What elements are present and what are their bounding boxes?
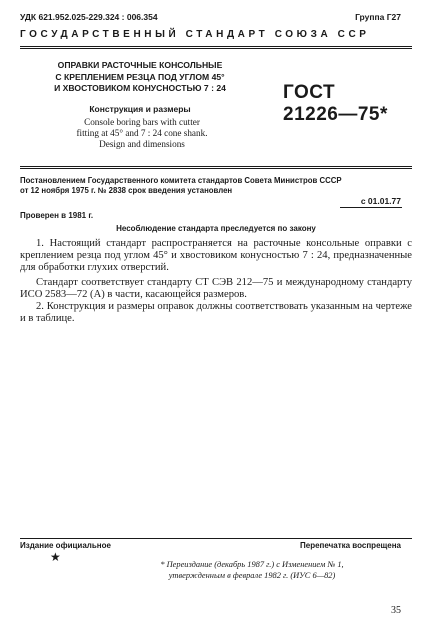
reissue-note — [92, 560, 412, 581]
standard-title — [30, 60, 250, 95]
checked-year: Проверен в 1981 г. — [20, 211, 94, 220]
udk-code: УДК 621.952.025-229.324 : 006.354 — [20, 12, 158, 22]
header-rule — [20, 46, 412, 49]
effective-date-underline — [340, 207, 402, 208]
decree-text — [20, 176, 412, 196]
reissue-note-line-1: * Переиздание (декабрь 1987 г.) с Изменением № 1, — [160, 560, 344, 569]
paragraph-2: Стандарт соответствует стандарту СТ СЭВ 212—75 и международному стандарту ИСО 2583—72 (А) в части, касающейся размеров. — [20, 277, 412, 300]
title-line-1: ОПРАВКИ РАСТОЧНЫЕ КОНСОЛЬНЫЕ — [57, 60, 223, 70]
group-code: Группа Г27 — [355, 12, 401, 22]
star-icon: ★ — [50, 550, 61, 564]
english-title-line-1: Console boring bars with cutter — [84, 117, 200, 127]
gost-label: ГОСТ — [283, 82, 336, 103]
english-title-line-3: Design and dimensions — [99, 138, 185, 149]
title-line-3: И ХВОСТОВИКОМ КОНУСНОСТЬЮ 7 : 24 — [54, 83, 226, 93]
paragraph-1: 1. Настоящий стандарт распространяется на расточные консольные оправки с креплением резца под углом 45° и хвостовиком конусностью 7 : 24, предназначенные для обработки глухих отверстий. — [20, 238, 412, 273]
body-text — [20, 238, 412, 325]
official-edition: Издание официальное — [20, 541, 111, 550]
gost-designation — [283, 82, 388, 126]
english-title-line-2: fitting at 45° and 7 : 24 cone shank. — [76, 127, 208, 138]
decree-line-1: Постановлением Государственного комитета стандартов Совета Министров СССР — [20, 176, 342, 185]
footer-rule — [20, 538, 412, 539]
english-title — [42, 117, 242, 149]
state-standard-header: ГОСУДАРСТВЕННЫЙ СТАНДАРТ СОЮЗА ССР — [20, 29, 370, 40]
title-rule — [20, 166, 412, 169]
effective-date: с 01.01.77 — [360, 196, 401, 206]
page-number: 35 — [391, 605, 401, 616]
title-line-2: С КРЕПЛЕНИЕМ РЕЗЦА ПОД УГЛОМ 45° — [55, 71, 225, 82]
law-notice: Несоблюдение стандарта преследуется по закону — [116, 224, 316, 233]
title-subtitle: Конструкция и размеры — [89, 104, 191, 114]
gost-number: 21226—75* — [283, 104, 388, 125]
reprint-notice: Перепечатка воспрещена — [300, 541, 401, 550]
decree-line-2: от 12 ноября 1975 г. № 2838 срок введения установлен — [20, 186, 233, 195]
paragraph-3: 2. Конструкция и размеры оправок должны соответствовать указанным на чертеже и в таблице. — [20, 301, 412, 324]
reissue-note-line-2: утвержденным в феврале 1982 г. (ИУС 6—82) — [168, 570, 336, 580]
